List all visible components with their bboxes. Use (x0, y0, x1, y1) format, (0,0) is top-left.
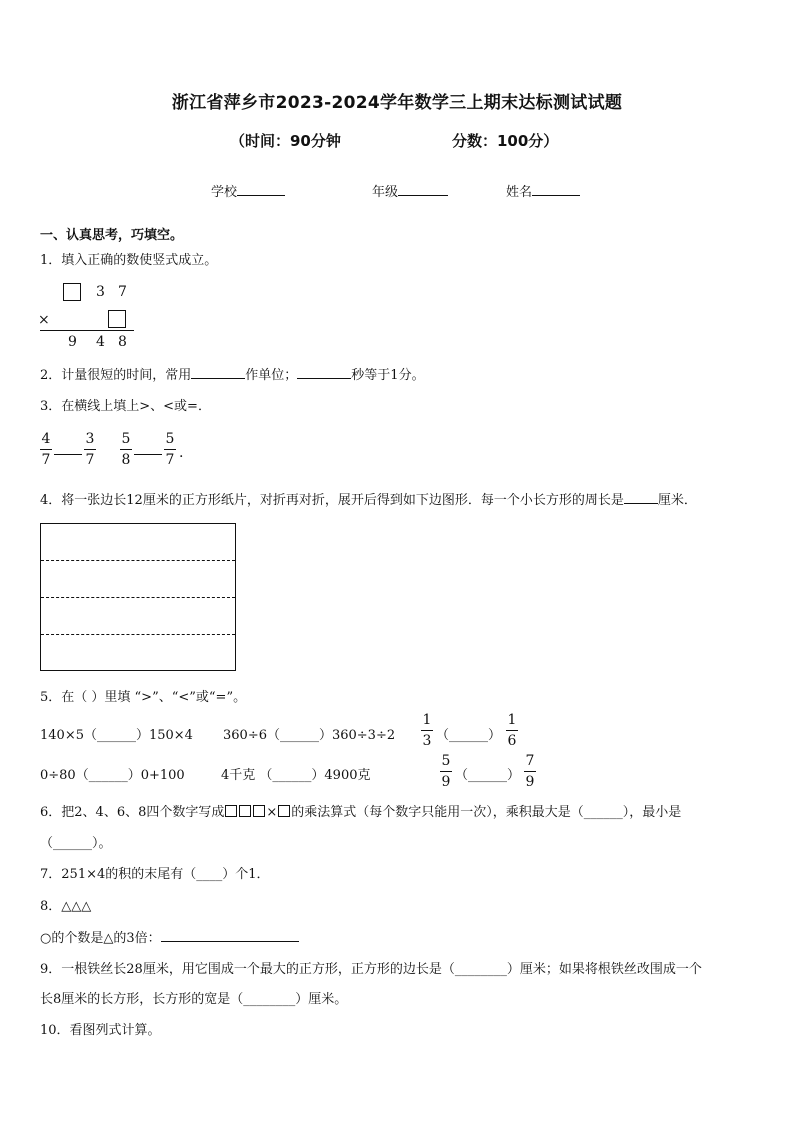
digit: 4 (96, 334, 105, 350)
answer-box[interactable] (108, 310, 126, 328)
digit: 9 (68, 334, 77, 350)
denominator: 7 (41, 452, 51, 468)
numerator: 5 (121, 431, 131, 447)
question-7: 7．251×4的积的末尾有（____）个1． (40, 867, 270, 882)
sum-line (40, 330, 134, 331)
denominator: 8 (121, 452, 131, 468)
compare-expression: 0÷80（______）0+100 (40, 768, 185, 783)
answer-blank[interactable] (54, 454, 82, 455)
q4-text: 4．将一张边长12厘米的正方形纸片，对折再对折，展开后得到如下边图形．每一个小长方形的周长是 (40, 493, 624, 508)
numerator: 1 (422, 712, 432, 728)
numerator: 3 (85, 431, 95, 447)
answer-blank[interactable] (624, 503, 658, 504)
q4-unit: 厘米． (657, 493, 697, 508)
answer-blank[interactable] (161, 941, 299, 942)
fraction (40, 432, 52, 467)
answer-blank[interactable] (297, 378, 351, 379)
question-4 (40, 489, 697, 508)
compare-expression: 140×5（______）150×4 (40, 728, 193, 743)
numerator: 5 (165, 431, 175, 447)
fold-line (41, 634, 235, 635)
question-5-text: 5．在（ ）里填 “>”、“<”或“=”。 (40, 690, 247, 705)
denominator: 7 (85, 452, 95, 468)
digit-box (253, 805, 265, 817)
section-heading: 一、认真思考，巧填空。 (40, 228, 184, 243)
q8-text: ○的个数是△的3倍： (40, 931, 161, 946)
digit-box (278, 805, 290, 817)
question-2 (40, 364, 425, 383)
question-6 (40, 801, 681, 820)
fold-line (41, 560, 235, 561)
denominator: 9 (441, 774, 451, 790)
school-label: 学校 (211, 185, 238, 200)
digit: 7 (118, 284, 127, 300)
fraction (421, 713, 433, 748)
denominator: 6 (507, 733, 517, 749)
answer-blank[interactable]: （______） (455, 768, 521, 783)
denominator: 7 (165, 452, 175, 468)
period: . (179, 445, 184, 461)
folded-square-figure (40, 523, 236, 671)
fraction (440, 754, 452, 789)
grade-field (372, 181, 448, 200)
denominator: 3 (422, 733, 432, 749)
question-9-line-1: 9．一根铁丝长28厘米，用它围成一个最大的正方形，正方形的边长是（________）厘米；如果将根铁丝改围成一个 (40, 962, 702, 977)
fraction (84, 432, 96, 467)
digit: 3 (96, 284, 105, 300)
name-label: 姓名 (506, 185, 533, 200)
exam-time: （时间：90分钟 (230, 132, 341, 150)
digit: 8 (118, 334, 127, 350)
answer-box[interactable] (63, 283, 81, 301)
q2-part-b: 作单位； (245, 368, 298, 383)
numerator: 1 (507, 712, 517, 728)
school-field (211, 181, 285, 200)
question-8 (40, 927, 299, 946)
question-8-shapes: 8．△△△ (40, 899, 92, 914)
fraction (120, 432, 132, 467)
q6-part-a: 6．把2、4、6、8四个数字写成 (40, 805, 225, 820)
exam-score: 分数：100分） (452, 132, 559, 150)
name-blank[interactable] (532, 195, 580, 196)
school-blank[interactable] (237, 195, 285, 196)
digit-box (239, 805, 251, 817)
answer-blank[interactable]: （______） (436, 728, 502, 743)
fraction (164, 432, 176, 467)
compare-expression: 4千克 （______）4900克 (221, 768, 371, 783)
times-sign: × (38, 312, 50, 328)
answer-blank[interactable] (134, 454, 162, 455)
question-1-text: 1．填入正确的数使竖式成立。 (40, 253, 218, 268)
q6-part-c: （______）。 (40, 836, 112, 851)
numerator: 5 (441, 753, 451, 769)
fraction (524, 754, 536, 789)
grade-blank[interactable] (398, 195, 448, 196)
question-3-text: 3．在横线上填上>、<或=． (40, 399, 211, 414)
answer-blank[interactable] (191, 378, 245, 379)
denominator: 9 (525, 774, 535, 790)
numerator: 4 (41, 431, 51, 447)
fraction (506, 713, 518, 748)
question-10: 10．看图列式计算。 (40, 1023, 161, 1038)
name-field (506, 181, 580, 200)
q2-part-a: 2．计量很短的时间，常用 (40, 368, 192, 383)
grade-label: 年级 (372, 185, 399, 200)
fold-line (41, 597, 235, 598)
question-9-line-2: 长8厘米的长方形，长方形的宽是（________）厘米。 (40, 992, 348, 1007)
q6-part-b: 的乘法算式（每个数字只能用一次），乘积最大是（______），最小是 (291, 805, 682, 820)
digit-box (225, 805, 237, 817)
numerator: 7 (525, 753, 535, 769)
times-sign: × (266, 805, 278, 820)
compare-expression: 360÷6（______）360÷3÷2 (223, 728, 396, 743)
q2-part-c: 秒等于1分。 (351, 368, 425, 383)
page-title: 浙江省萍乡市2023-2024学年数学三上期末达标测试试题 (171, 93, 623, 113)
